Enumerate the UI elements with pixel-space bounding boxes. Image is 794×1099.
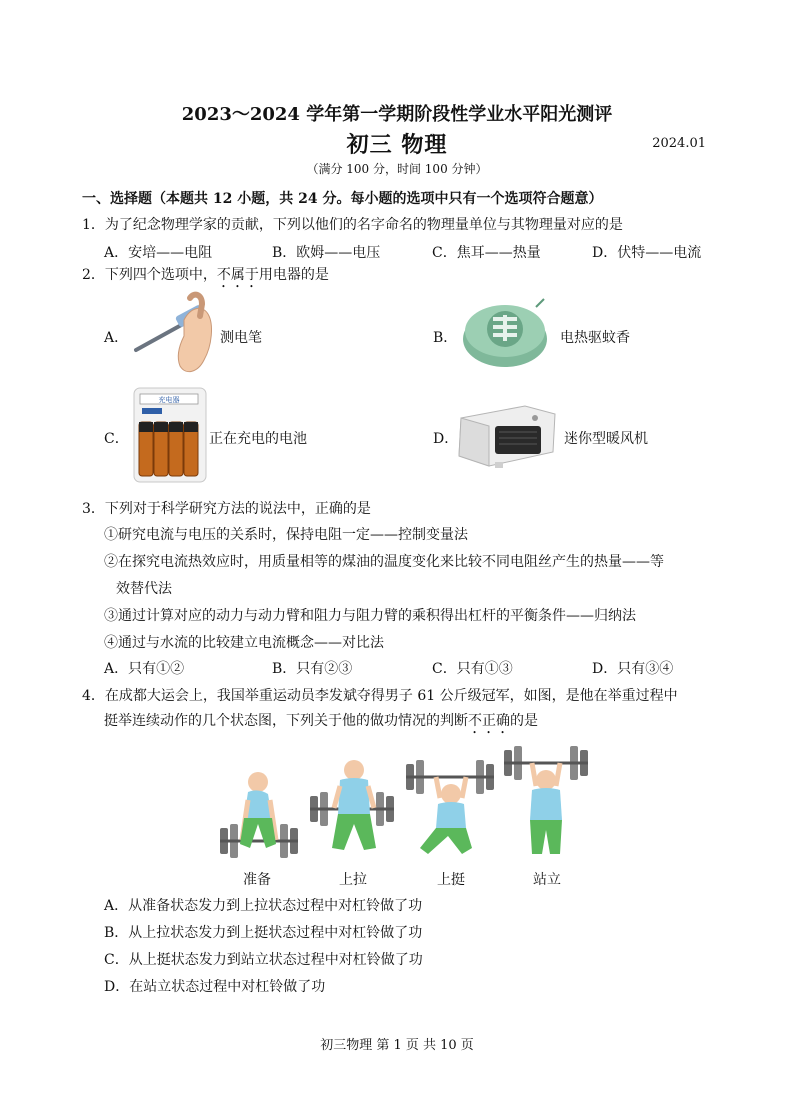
lifter-pull-icon bbox=[310, 760, 394, 850]
subject-title: 初三 物理 bbox=[346, 132, 448, 158]
exam-title: 2023～2024 学年第一学期阶段性学业水平阳光测评 bbox=[181, 104, 613, 125]
q3-item-1: ①研究电流与电压的关系时，保持电阻一定——控制变量法 bbox=[104, 527, 468, 543]
q4-stem-post: 的是 bbox=[510, 713, 538, 729]
q4-option-b: B．从上拉状态发力到上挺状态过程中对杠铃做了功 bbox=[104, 925, 423, 941]
exam-date: 2024.01 bbox=[652, 136, 706, 151]
test-pen-image bbox=[128, 290, 218, 378]
q2-stem bbox=[82, 264, 329, 291]
q2-caption-a: 测电笔 bbox=[220, 330, 262, 346]
q1-option-c: C．焦耳——热量 bbox=[432, 245, 541, 261]
exam-note: （满分 100 分，时间 100 分钟） bbox=[306, 162, 488, 176]
q4-caption-pull: 上拉 bbox=[339, 872, 367, 888]
q2-caption-b: 电热驱蚊香 bbox=[560, 330, 630, 346]
q4-option-d: D．在站立状态过程中对杠铃做了功 bbox=[104, 979, 326, 995]
q4-stem-pre: 挺举连续动作的几个状态图，下列关于他的做功情况的判断 bbox=[104, 713, 468, 729]
q3-option-d: D．只有③④ bbox=[592, 661, 674, 677]
q4-caption-jerk: 上挺 bbox=[437, 872, 465, 888]
charging-battery-image bbox=[132, 386, 208, 484]
q3-stem: 3．下列对于科学研究方法的说法中，正确的是 bbox=[82, 501, 371, 517]
q1-option-d: D．伏特——电流 bbox=[592, 245, 702, 261]
q1-stem: 1．为了纪念物理学家的贡献，下列以他们的名字命名的物理量单位与其物理量对应的是 bbox=[82, 217, 623, 233]
mosquito-heater-icon bbox=[463, 299, 547, 367]
q1-option-a: A．安培——电阻 bbox=[104, 245, 213, 261]
q2-stem-emphasis: 不属于 bbox=[216, 267, 259, 283]
mini-heater-icon bbox=[459, 406, 555, 468]
q3-item-3: ③通过计算对应的动力与动力臂和阻力与阻力臂的乘积得出杠杆的平衡条件——归纳法 bbox=[104, 608, 636, 624]
q2-letter-b: B． bbox=[433, 330, 458, 346]
q4-stem-emphasis: 不正确 bbox=[468, 713, 510, 729]
q2-letter-d: D． bbox=[433, 431, 459, 447]
q3-option-a: A．只有①② bbox=[104, 661, 185, 677]
q2-caption-c: 正在充电的电池 bbox=[209, 431, 307, 447]
lifter-jerk-icon bbox=[406, 760, 494, 854]
q4-caption-ready: 准备 bbox=[243, 872, 271, 888]
q4-stem-line2 bbox=[104, 710, 538, 737]
lifter-stand-icon bbox=[504, 746, 588, 854]
test-pen-icon bbox=[136, 295, 211, 372]
battery-charger-icon bbox=[134, 388, 206, 482]
q3-option-b: B．只有②③ bbox=[272, 661, 353, 677]
q3-item-2: ②在探究电流热效应时，用质量相等的煤油的温度变化来比较不同电阻丝产生的热量——等 bbox=[104, 554, 664, 570]
q2-letter-a: A． bbox=[104, 330, 129, 346]
weightlifting-figure bbox=[214, 744, 598, 860]
q3-item-4: ④通过与水流的比较建立电流概念——对比法 bbox=[104, 635, 384, 651]
q1-option-b: B．欧姆——电压 bbox=[272, 245, 381, 261]
q3-option-c: C．只有①③ bbox=[432, 661, 513, 677]
q4-caption-stand: 站立 bbox=[533, 872, 561, 888]
q4-option-c: C．从上挺状态发力到站立状态过程中对杠铃做了功 bbox=[104, 952, 423, 968]
q2-stem-pre: 2．下列四个选项中， bbox=[82, 267, 217, 283]
lifter-ready-icon bbox=[220, 772, 298, 858]
charger-label: 充电器 bbox=[158, 396, 180, 404]
page-footer: 初三物理 第 1 页 共 10 页 bbox=[320, 1038, 474, 1053]
mosquito-heater-image bbox=[460, 295, 550, 371]
q2-caption-d: 迷你型暖风机 bbox=[564, 431, 648, 447]
q4-stem-line1: 4．在成都大运会上，我国举重运动员李发斌夺得男子 61 公斤级冠军，如图，是他在举重过程中 bbox=[82, 688, 678, 704]
q2-stem-post: 用电器的是 bbox=[258, 267, 329, 283]
section-heading: 一、选择题（本题共 12 小题，共 24 分。每小题的选项中只有一个选项符合题意） bbox=[82, 191, 603, 207]
q4-option-a: A．从准备状态发力到上拉状态过程中对杠铃做了功 bbox=[104, 898, 423, 914]
mini-heater-image bbox=[455, 400, 559, 472]
q3-item-2-cont: 效替代法 bbox=[116, 581, 172, 597]
q2-letter-c: C． bbox=[104, 431, 129, 447]
